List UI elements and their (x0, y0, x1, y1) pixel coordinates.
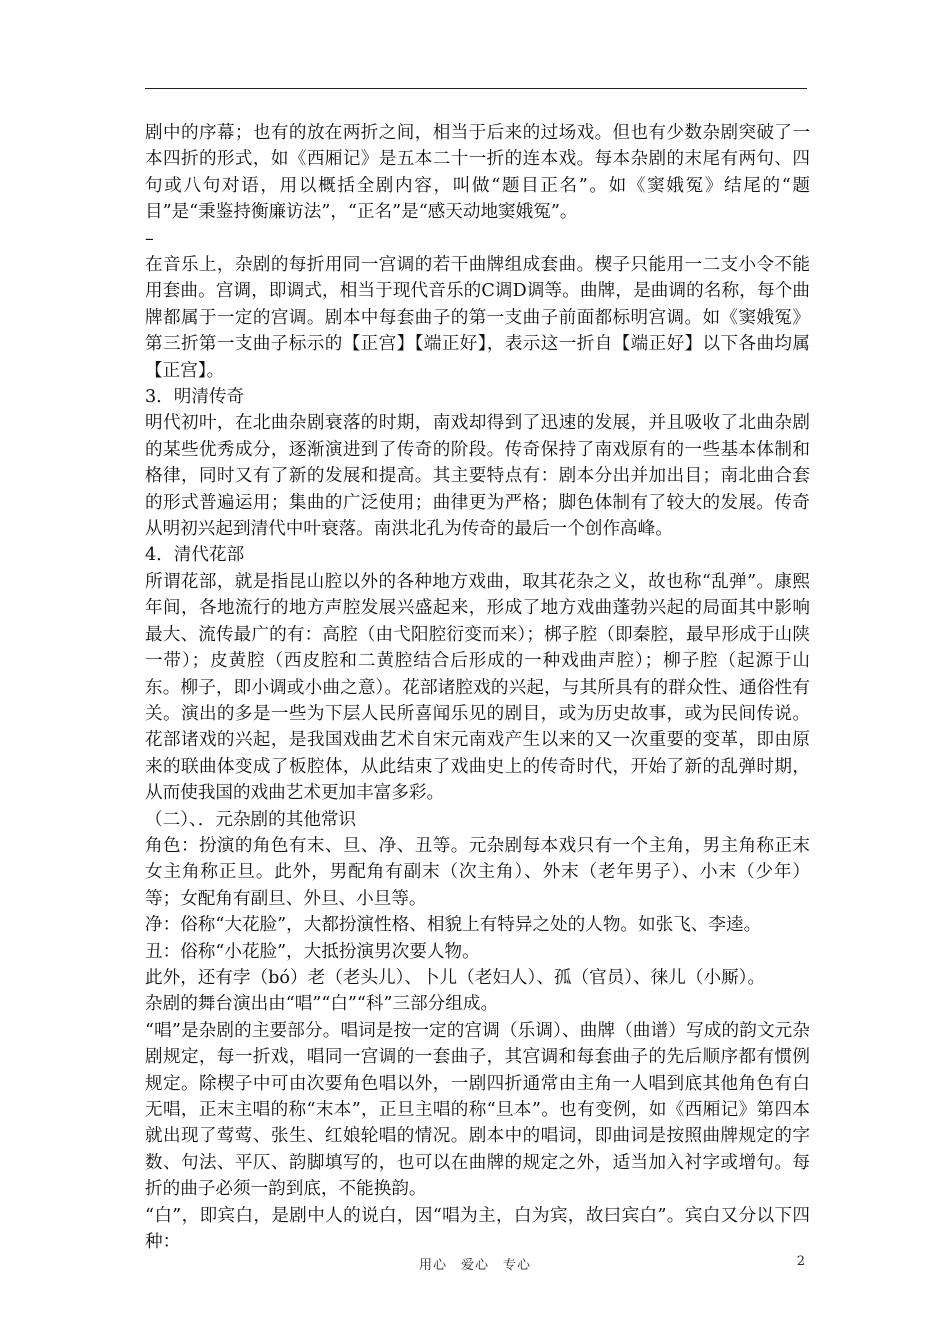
paragraph-huabu: 所谓花部，就是指昆山腔以外的各种地方戏曲，取其花杂之义，故也称“乱弹”。康熙年间，各地流行的地方声腔发展兴盛起来，形成了地方戏曲蓬勃兴起的局面其中影响最大、流传最广的有：高腔（由弋阳腔衍变而来）；梆子腔（即秦腔，最早形成于山陕一带）；皮黄腔（西皮腔和二黄腔结合后形成的一种戏曲声腔）；柳子腔（起源于山东。柳子，即小调或小曲之意）。花部诸腔戏的兴起，与其所具有的群众性、通俗性有关。演出的多是一些为下层人民所喜闻乐见的剧目，或为历史故事，或为民间传说。花部诸戏的兴起，是我国戏曲艺术自宋元南戏产生以来的又一次重要的变革，即由原来的联曲体变成了板腔体，从此结束了戏曲史上的传奇时代，开始了新的乱弹时期，从而使我国的戏曲艺术更加丰富多彩。 (145, 571, 810, 804)
section-heading-ming-qing-chuanqi: 3．明清传奇 (145, 387, 245, 408)
section-heading-yuan-zaju: （二）、．元杂剧的其他常识 (145, 809, 357, 830)
paragraph-jing: 净：俗称“大花脸”，大都扮演性格、相貌上有特异之处的人物。如张飞、李逵。 (145, 915, 762, 936)
paragraph-bai: “白”，即宾白，是剧中人的说白，因“唱为主，白为宾，故曰宾白”。宾白又分以下四种： (145, 1205, 810, 1253)
section-heading-qing-huabu: 4．清代花部 (145, 545, 245, 566)
paragraph-title-naming: 剧中的序幕；也有的放在两折之间，相当于后来的过场戏。但也有少数杂剧突破了一本四折的形式，如《西厢记》是五本二十一折的连本戏。每本杂剧的末尾有两句、四句或八句对语，用以概括全剧内容，叫做“题目正名”。如《窦娥冤》结尾的“题目”是“秉鉴持衡廉访法”，“正名”是“感天动地窦娥冤”。 (145, 123, 810, 223)
page-number: 2 (796, 1254, 805, 1269)
paragraph-music: 在音乐上，杂剧的每折用同一宫调的若干曲牌组成套曲。楔子只能用一二支小令不能用套曲。宫调，即调式，相当于现代音乐的C调D调等。曲牌，是曲调的名称，每个曲牌都属于一定的宫调。剧本中每套曲子的第一支曲子前面都标明宫调。如《窦娥冤》第三折第一支曲子标示的【正宫】【端正好】，表示这一折自【端正好】以下各曲均属【正宫】。 (145, 255, 810, 381)
dash-separator: – (145, 228, 154, 249)
paragraph-chuanqi: 明代初叶，在北曲杂剧衰落的时期，南戏却得到了迅速的发展，并且吸收了北曲杂剧的某些优秀成分，逐渐演进到了传奇的阶段。传奇保持了南戏原有的一些基本体制和格律，同时又有了新的发展和提高。其主要特点有：剧本分出并加出目；南北曲合套的形式普遍运用；集曲的广泛使用；曲律更为严格；脚色体制有了较大的发展。传奇从明初兴起到清代中叶衰落。南洪北孔为传奇的最后一个创作高峰。 (145, 413, 810, 540)
paragraph-other-roles: 此外，还有孛（bó）老（老头儿）、卜儿（老妇人）、孤（官员）、徕儿（小厮）。 (145, 967, 766, 988)
header-rule (145, 88, 807, 89)
paragraph-chou: 丑：俗称“小花脸”，大抵扮演男次要人物。 (145, 941, 480, 962)
document-body (145, 120, 810, 1255)
paragraph-roles: 角色：扮演的角色有末、旦、净、丑等。元杂剧每本戏只有一个主角，男主角称正末女主角称正旦。此外，男配角有副末（次主角）、外末（老年男子）、小末（少年）等；女配角有副旦、外旦、小旦等。 (145, 835, 810, 909)
footer-motto: 用心 爱心 专心 (418, 1258, 531, 1273)
paragraph-chang: “唱”是杂剧的主要部分。唱词是按一定的宫调（乐调）、曲牌（曲谱）写成的韵文元杂剧规定，每一折戏，唱同一宫调的一套曲子，其宫调和每套曲子的先后顺序都有惯例规定。除楔子中可由次要角色唱以外，一剧四折通常由主角一人唱到底其他角色有白无唱，正末主唱的称“末本”，正旦主唱的称“旦本”。也有变例，如《西厢记》第四本就出现了莺莺、张生、红娘轮唱的情况。剧本中的唱词，即曲词是按照曲牌规定的字数、句法、平仄、韵脚填写的，也可以在曲牌的规定之外，适当加入衬字或增句。每折的曲子必须一韵到底，不能换韵。 (145, 1020, 810, 1200)
paragraph-stage-parts: 杂剧的舞台演出由“唱”“白”“科”三部分组成。 (145, 994, 499, 1015)
